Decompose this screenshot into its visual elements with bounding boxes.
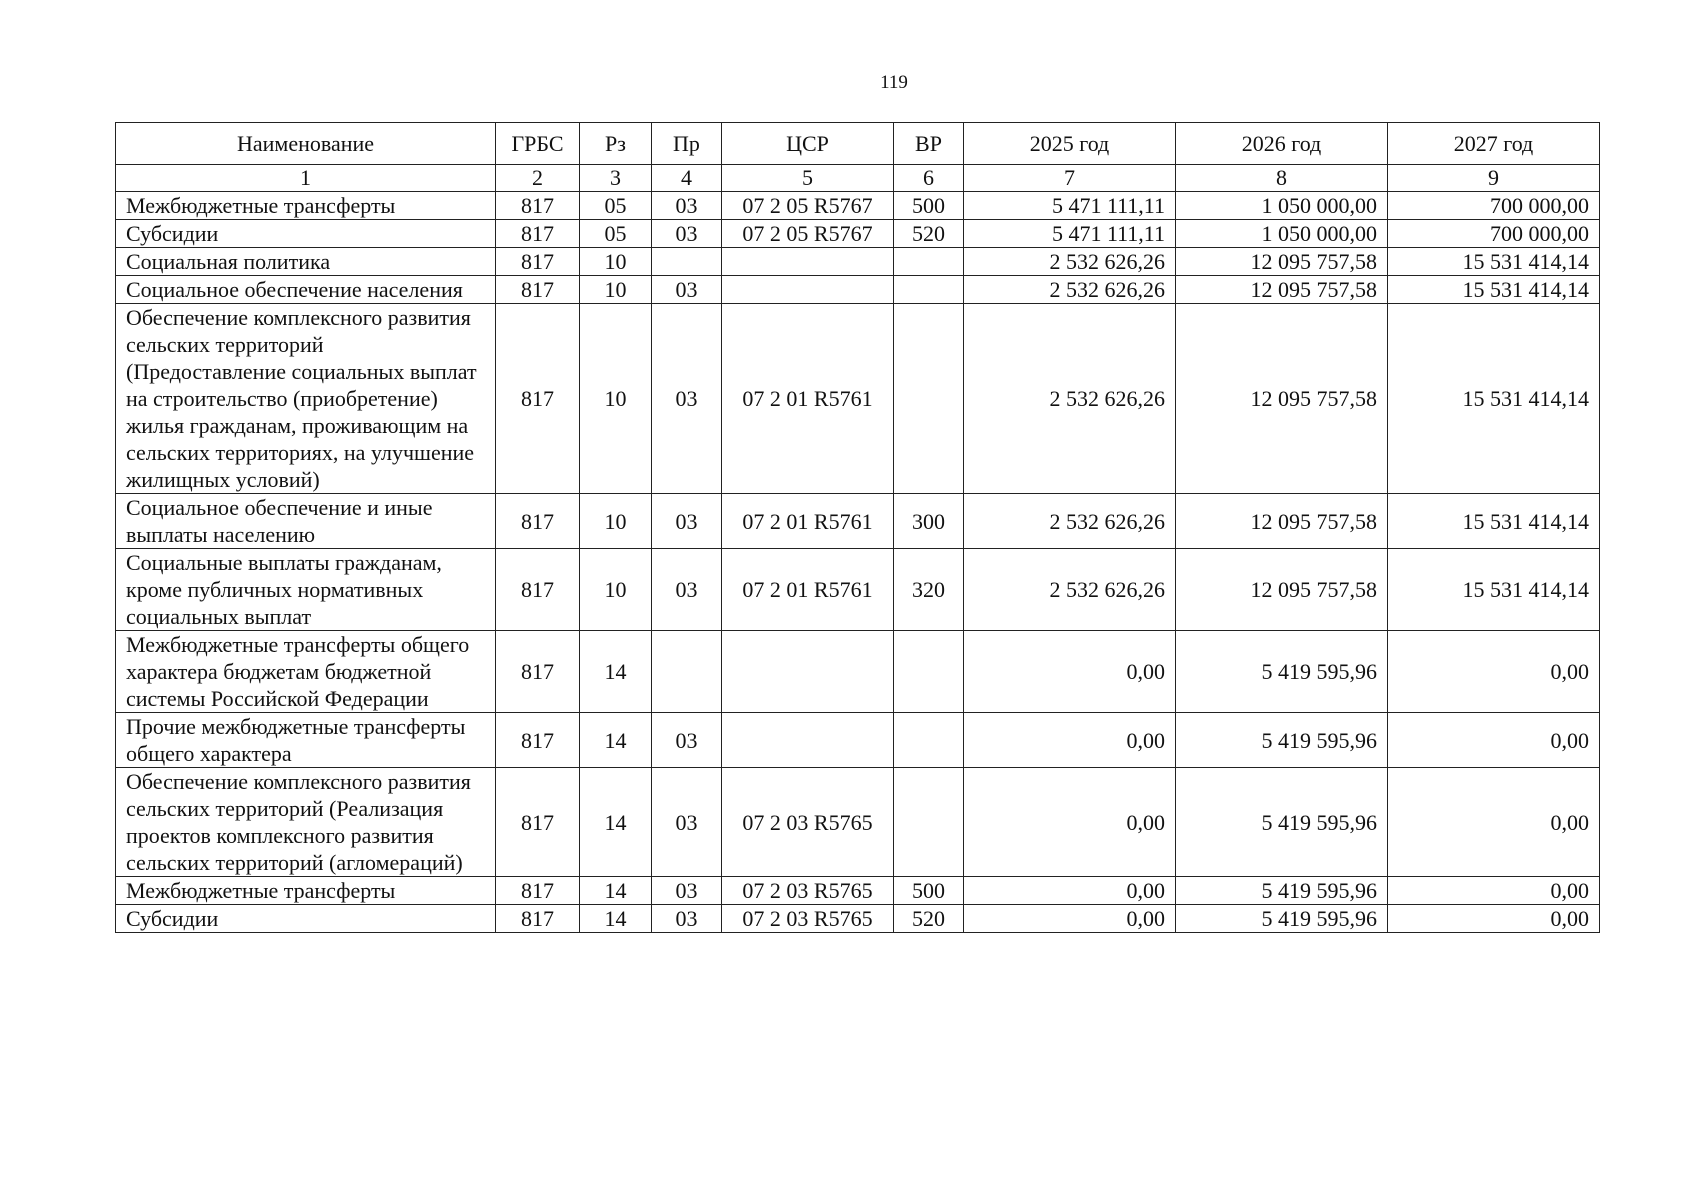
cell-2027: 15 531 414,14 bbox=[1388, 304, 1600, 494]
cell-2026: 12 095 757,58 bbox=[1176, 549, 1388, 631]
cell-rz: 14 bbox=[580, 713, 652, 768]
cell-vr: 320 bbox=[894, 549, 964, 631]
cell-2025: 0,00 bbox=[964, 713, 1176, 768]
cell-rz: 10 bbox=[580, 304, 652, 494]
cell-name: Обеспечение комплексного развития сельских территорий (Предоставление социальных выплат на строительство (приобретение) жилья гражданам, проживающим на сельских территориях, на улучшение жилищных условий) bbox=[116, 304, 496, 494]
cell-name: Социальное обеспечение населения bbox=[116, 276, 496, 304]
header-cell-csr: ЦСР bbox=[722, 123, 894, 165]
cell-rz: 10 bbox=[580, 549, 652, 631]
column-number: 6 bbox=[894, 165, 964, 192]
cell-grbs: 817 bbox=[496, 304, 580, 494]
cell-rz: 10 bbox=[580, 494, 652, 549]
cell-grbs: 817 bbox=[496, 877, 580, 905]
cell-2026: 12 095 757,58 bbox=[1176, 276, 1388, 304]
table-row bbox=[116, 276, 1600, 304]
header-cell-vr: ВР bbox=[894, 123, 964, 165]
cell-pr: 03 bbox=[652, 549, 722, 631]
cell-csr: 07 2 01 R5761 bbox=[722, 304, 894, 494]
cell-2027: 0,00 bbox=[1388, 877, 1600, 905]
column-number: 3 bbox=[580, 165, 652, 192]
cell-pr: 03 bbox=[652, 905, 722, 933]
cell-2025: 2 532 626,26 bbox=[964, 248, 1176, 276]
cell-pr: 03 bbox=[652, 877, 722, 905]
cell-pr: 03 bbox=[652, 713, 722, 768]
cell-2025: 2 532 626,26 bbox=[964, 494, 1176, 549]
header-row bbox=[116, 123, 1600, 165]
table-row bbox=[116, 304, 1600, 494]
cell-rz: 14 bbox=[580, 768, 652, 877]
cell-2027: 15 531 414,14 bbox=[1388, 549, 1600, 631]
column-number: 2 bbox=[496, 165, 580, 192]
cell-2027: 15 531 414,14 bbox=[1388, 276, 1600, 304]
cell-pr bbox=[652, 248, 722, 276]
cell-2025: 0,00 bbox=[964, 768, 1176, 877]
cell-2025: 2 532 626,26 bbox=[964, 304, 1176, 494]
table-row bbox=[116, 494, 1600, 549]
cell-grbs: 817 bbox=[496, 713, 580, 768]
cell-name: Социальные выплаты гражданам, кроме публичных нормативных социальных выплат bbox=[116, 549, 496, 631]
table-row bbox=[116, 220, 1600, 248]
table-row bbox=[116, 905, 1600, 933]
cell-vr: 300 bbox=[894, 494, 964, 549]
cell-pr: 03 bbox=[652, 494, 722, 549]
cell-grbs: 817 bbox=[496, 549, 580, 631]
cell-name: Социальная политика bbox=[116, 248, 496, 276]
column-number: 9 bbox=[1388, 165, 1600, 192]
cell-pr bbox=[652, 631, 722, 713]
cell-name: Прочие межбюджетные трансферты общего характера bbox=[116, 713, 496, 768]
cell-rz: 05 bbox=[580, 220, 652, 248]
column-number-row bbox=[116, 165, 1600, 192]
cell-vr: 500 bbox=[894, 192, 964, 220]
cell-vr bbox=[894, 713, 964, 768]
cell-2025: 2 532 626,26 bbox=[964, 276, 1176, 304]
cell-vr bbox=[894, 248, 964, 276]
cell-vr bbox=[894, 631, 964, 713]
cell-csr: 07 2 03 R5765 bbox=[722, 905, 894, 933]
cell-grbs: 817 bbox=[496, 276, 580, 304]
cell-2026: 5 419 595,96 bbox=[1176, 768, 1388, 877]
cell-csr bbox=[722, 276, 894, 304]
cell-csr: 07 2 03 R5765 bbox=[722, 877, 894, 905]
budget-table bbox=[115, 122, 1600, 933]
cell-rz: 14 bbox=[580, 631, 652, 713]
cell-csr: 07 2 05 R5767 bbox=[722, 192, 894, 220]
cell-2027: 0,00 bbox=[1388, 631, 1600, 713]
cell-vr: 520 bbox=[894, 220, 964, 248]
cell-2025: 0,00 bbox=[964, 877, 1176, 905]
cell-2027: 0,00 bbox=[1388, 713, 1600, 768]
cell-name: Субсидии bbox=[116, 905, 496, 933]
cell-2025: 2 532 626,26 bbox=[964, 549, 1176, 631]
cell-2025: 5 471 111,11 bbox=[964, 192, 1176, 220]
cell-2027: 0,00 bbox=[1388, 768, 1600, 877]
table-row bbox=[116, 877, 1600, 905]
cell-vr bbox=[894, 768, 964, 877]
cell-grbs: 817 bbox=[496, 192, 580, 220]
cell-2026: 5 419 595,96 bbox=[1176, 905, 1388, 933]
table-row bbox=[116, 248, 1600, 276]
cell-2027: 0,00 bbox=[1388, 905, 1600, 933]
cell-name: Субсидии bbox=[116, 220, 496, 248]
table-row bbox=[116, 631, 1600, 713]
cell-grbs: 817 bbox=[496, 494, 580, 549]
header-cell-2027: 2027 год bbox=[1388, 123, 1600, 165]
cell-2027: 15 531 414,14 bbox=[1388, 248, 1600, 276]
cell-name: Социальное обеспечение и иные выплаты населению bbox=[116, 494, 496, 549]
cell-rz: 14 bbox=[580, 905, 652, 933]
table-row bbox=[116, 768, 1600, 877]
cell-csr: 07 2 01 R5761 bbox=[722, 494, 894, 549]
cell-name: Межбюджетные трансферты bbox=[116, 192, 496, 220]
cell-pr: 03 bbox=[652, 304, 722, 494]
column-number: 1 bbox=[116, 165, 496, 192]
header-cell-2025: 2025 год bbox=[964, 123, 1176, 165]
header-cell-pr: Пр bbox=[652, 123, 722, 165]
header-cell-rz: Рз bbox=[580, 123, 652, 165]
header-cell-name: Наименование bbox=[116, 123, 496, 165]
cell-2025: 5 471 111,11 bbox=[964, 220, 1176, 248]
cell-csr: 07 2 03 R5765 bbox=[722, 768, 894, 877]
cell-2027: 15 531 414,14 bbox=[1388, 494, 1600, 549]
cell-name: Межбюджетные трансферты bbox=[116, 877, 496, 905]
cell-2025: 0,00 bbox=[964, 905, 1176, 933]
cell-grbs: 817 bbox=[496, 248, 580, 276]
column-number: 7 bbox=[964, 165, 1176, 192]
table-row bbox=[116, 192, 1600, 220]
cell-pr: 03 bbox=[652, 220, 722, 248]
table-row bbox=[116, 713, 1600, 768]
cell-2026: 5 419 595,96 bbox=[1176, 631, 1388, 713]
cell-rz: 10 bbox=[580, 276, 652, 304]
column-number: 4 bbox=[652, 165, 722, 192]
cell-grbs: 817 bbox=[496, 220, 580, 248]
cell-2026: 12 095 757,58 bbox=[1176, 304, 1388, 494]
cell-pr: 03 bbox=[652, 768, 722, 877]
cell-2026: 1 050 000,00 bbox=[1176, 192, 1388, 220]
cell-rz: 10 bbox=[580, 248, 652, 276]
cell-grbs: 817 bbox=[496, 905, 580, 933]
cell-2025: 0,00 bbox=[964, 631, 1176, 713]
cell-vr bbox=[894, 304, 964, 494]
page-number: 119 bbox=[880, 72, 908, 93]
cell-rz: 14 bbox=[580, 877, 652, 905]
cell-csr bbox=[722, 713, 894, 768]
cell-vr: 520 bbox=[894, 905, 964, 933]
table-row bbox=[116, 549, 1600, 631]
cell-2026: 1 050 000,00 bbox=[1176, 220, 1388, 248]
header-cell-2026: 2026 год bbox=[1176, 123, 1388, 165]
cell-name: Обеспечение комплексного развития сельских территорий (Реализация проектов комплексного развития сельских территорий (агломераций) bbox=[116, 768, 496, 877]
cell-csr: 07 2 05 R5767 bbox=[722, 220, 894, 248]
cell-vr: 500 bbox=[894, 877, 964, 905]
cell-csr: 07 2 01 R5761 bbox=[722, 549, 894, 631]
cell-2027: 700 000,00 bbox=[1388, 192, 1600, 220]
cell-rz: 05 bbox=[580, 192, 652, 220]
cell-pr: 03 bbox=[652, 276, 722, 304]
cell-2027: 700 000,00 bbox=[1388, 220, 1600, 248]
cell-vr bbox=[894, 276, 964, 304]
cell-csr bbox=[722, 248, 894, 276]
cell-2026: 5 419 595,96 bbox=[1176, 713, 1388, 768]
cell-2026: 12 095 757,58 bbox=[1176, 494, 1388, 549]
header-cell-grbs: ГРБС bbox=[496, 123, 580, 165]
cell-2026: 5 419 595,96 bbox=[1176, 877, 1388, 905]
table-body bbox=[116, 192, 1600, 933]
column-number: 8 bbox=[1176, 165, 1388, 192]
cell-pr: 03 bbox=[652, 192, 722, 220]
cell-2026: 12 095 757,58 bbox=[1176, 248, 1388, 276]
cell-csr bbox=[722, 631, 894, 713]
cell-grbs: 817 bbox=[496, 631, 580, 713]
cell-name: Межбюджетные трансферты общего характера бюджетам бюджетной системы Российской Федерации bbox=[116, 631, 496, 713]
column-number: 5 bbox=[722, 165, 894, 192]
cell-grbs: 817 bbox=[496, 768, 580, 877]
